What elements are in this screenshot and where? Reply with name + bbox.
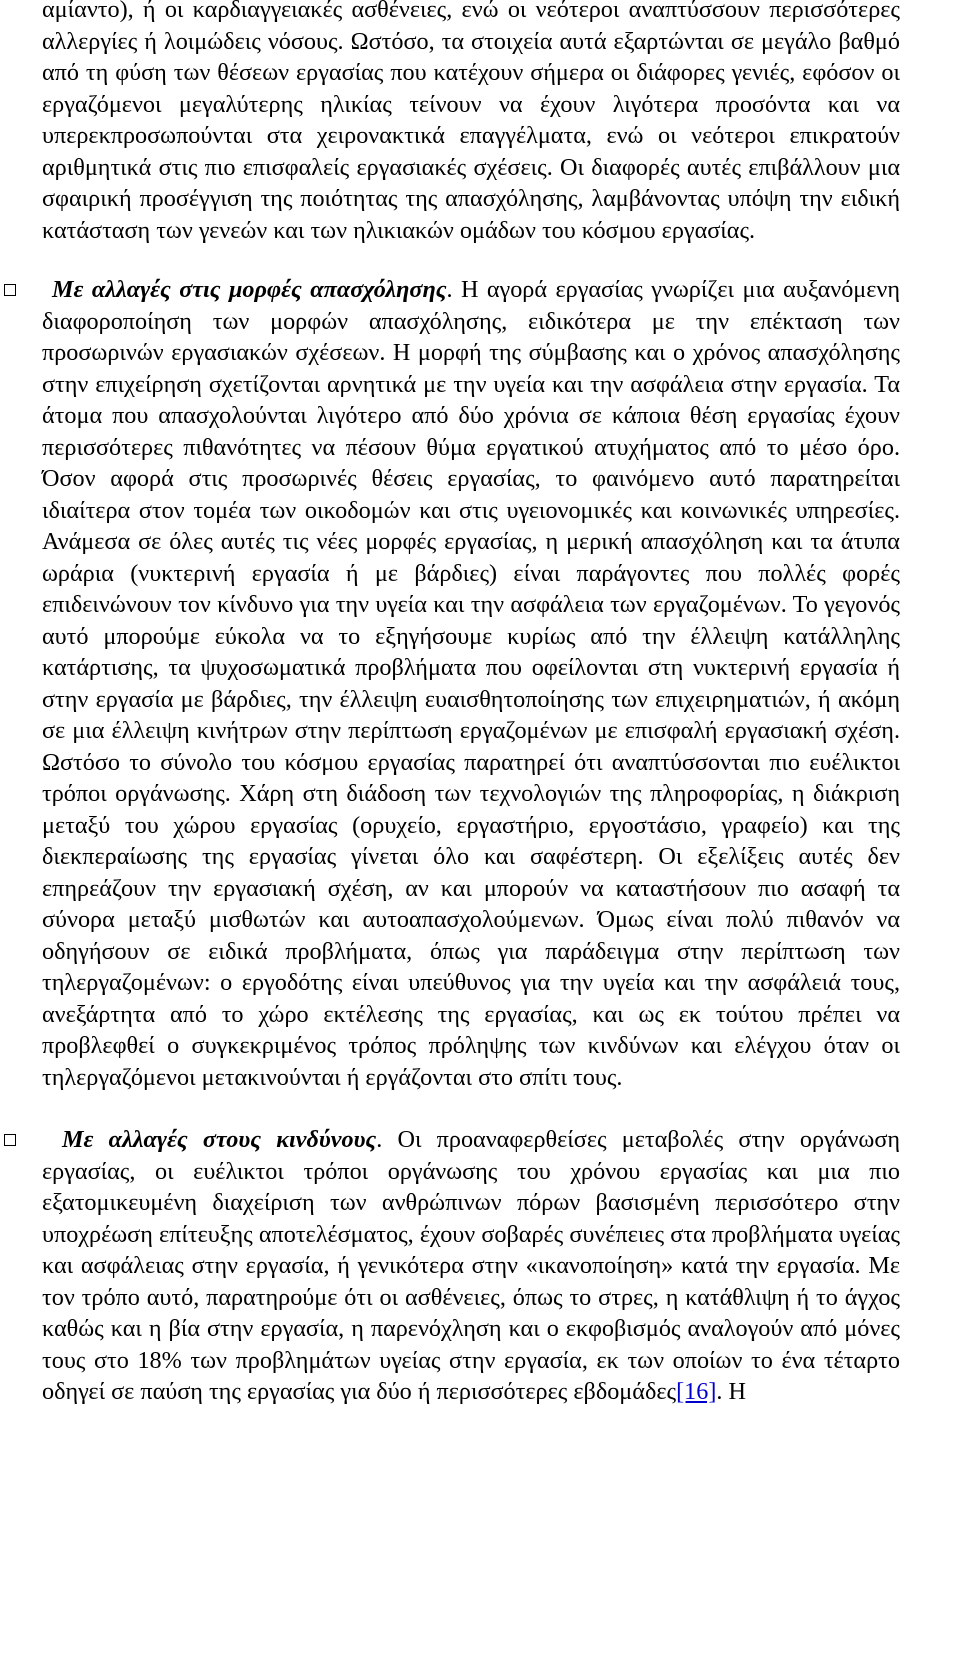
square-bullet-icon (4, 1134, 16, 1146)
paragraph-risks-text: . Οι προαναφερθείσες μεταβολές στην οργάνωση εργασίας, οι ευέλικτοι τρόποι οργάνωσης του χρόνου εργασίας και μια πιο εξατομικευμένη διαχείριση των ανθρώπινων πόρων βασισμένη περισσότερο στην υποχρέωση επίτευξης αποτελέσματος, έχουν σοβαρές συνέπειες στα προβλήματα υγείας και ασφάλειας στην εργασία, ή γενικότερα στην «ικανοποίηση» κατά την εργασία. Με τον τρόπο αυτό, παρατηρούμε ότι οι ασθένειες, όπως το στρες, η κατάθλιψη ή το άγχος καθώς και η βία στην εργασία, η παρενόχληση και ο εκφοβισμός αναλογούν από μόνες τους στο 18% των προβλημάτων υγείας στην εργασία, εκ των οποίων το ένα τέταρτο οδηγεί σε παύση της εργασίας για δύο ή περισσότερες εβδομάδες (42, 1126, 901, 1405)
bullet-heading-risks: Με αλλαγές στους κινδύνους (62, 1126, 377, 1153)
bullet-heading-employment-forms: Με αλλαγές στις μορφές απασχόλησης (52, 276, 447, 303)
bullet-employment-forms (42, 274, 900, 1093)
bullet-risks (42, 1124, 900, 1408)
paragraph-employment-forms-text: . Η αγορά εργασίας γνωρίζει μια αυξανόμενη διαφοροποίηση των μορφών απασχόλησης, ειδικότερα με την επέκταση των προσωρινών εργασιακών σχέσεων. Η μορφή της σύμβασης και ο χρόνος απασχόλησης στην επιχείρηση σχετίζονται αρνητικά με την υγεία και την ασφάλεια στην εργασία. Τα άτομα που απασχολούνται λιγότερο από δύο χρόνια σε κάποια θέση εργασίας έχουν περισσότερες πιθανότητες να πέσουν θύμα εργατικού ατυχήματος από το μέσο όρο. Όσον αφορά στις προσωρινές θέσεις εργασίας, το φαινόμενο αυτό παρατηρείται ιδιαίτερα στον τομέα των οικοδομών και στις υγειονομικές και κοινωνικές υπηρεσίες. Ανάμεσα σε όλες αυτές τις νέες μορφές εργασίας, η μερική απασχόληση και τα άτυπα ωράρια (νυκτερινή εργασία ή με βάρδιες) είναι παράγοντες που πολλές φορές επιδεινώνουν τον κίνδυνο για την υγεία και την ασφάλεια των εργαζομένων. Το γεγονός αυτό μπορούμε εύκολα να το εξηγήσουμε κυρίως από την έλλειψη κατάλληλης κατάρτισης, τα ψυχοσωματικά προβλήματα που οφείλονται στη νυκτερινή εργασία ή στην εργασία με βάρδιες, την έλλειψη ευαισθητοποίησης των επιχειρηματιών, ή ακόμη σε μια έλλειψη κινήτρων στην περίπτωση εργαζομένων με επισφαλή εργασιακή σχέση. Ωστόσο το σύνολο του κόσμου εργασίας παρατηρεί ότι αναπτύσσονται πιο ευέλικτοι τρόποι οργάνωσης. Χάρη στη διάδοση των τεχνολογιών της πληροφορίας, η διάκριση μεταξύ του χώρου εργασίας (ορυχείο, εργαστήριο, εργοστάσιο, γραφείο) και της διεκπεραίωσης της εργασίας γίνεται όλο και σαφέστερη. Οι εξελίξεις αυτές δεν επηρεάζουν την εργασιακή σχέση, αν και μπορούν να καταστήσουν πιο ασαφή τα σύνορα μεταξύ μισθωτών και αυτοαπασχολούμενων. Όμως είναι πολύ πιθανόν να οδηγήσουν σε ειδικά προβλήματα, όπως για παράδειγμα στην περίπτωση των τηλεργαζομένων: ο εργοδότης είναι υπεύθυνος για την υγεία και την ασφάλειά τους, ανεξάρτητα από το χώρο εκτέλεσης της εργασίας, και ως εκ τούτου πρέπει να προβλεφθεί ο συγκεκριμένος τρόπος πρόληψης των κινδύνων και ελέγχου όταν οι τηλεργαζόμενοι μετακινούνται ή εργάζονται στο σπίτι τους. (42, 276, 900, 1091)
square-bullet-icon (4, 284, 16, 296)
paragraph-employment-forms (42, 274, 900, 1093)
document-page (42, 0, 900, 1408)
paragraph-intro-text: αμίαντο), ή οι καρδιαγγειακές ασθένειες, ενώ οι νεότεροι αναπτύσσουν περισσότερες αλλεργίες ή λοιμώδεις νόσους. Ωστόσο, τα στοιχεία αυτά εξαρτώνται σε μεγάλο βαθμό από τη φύση των θέσεων εργασίας που κατέχουν σήμερα οι διάφορες γενιές, εφόσον οι εργαζόμενοι μεγαλύτερης ηλικίας τείνουν να έχουν λιγότερα προσόντα και να υπερεκπροσωπούνται στα χειρονακτικά επαγγέλματα, ενώ οι νεότεροι επικρατούν αριθμητικά στις πιο επισφαλείς εργασιακές σχέσεις. Οι διαφορές αυτές επιβάλλουν μια σφαιρική προσέγγιση της ποιότητας της απασχόλησης, λαμβάνοντας υπόψη την ειδική κατάσταση των γενεών και των ηλικιακών ομάδων του κόσμου εργασίας. (42, 0, 900, 244)
paragraph-risks (42, 1124, 900, 1408)
paragraph-risks-tail: . Η (716, 1378, 746, 1405)
paragraph-intro (42, 0, 900, 246)
reference-link[interactable]: [16] (676, 1378, 717, 1405)
